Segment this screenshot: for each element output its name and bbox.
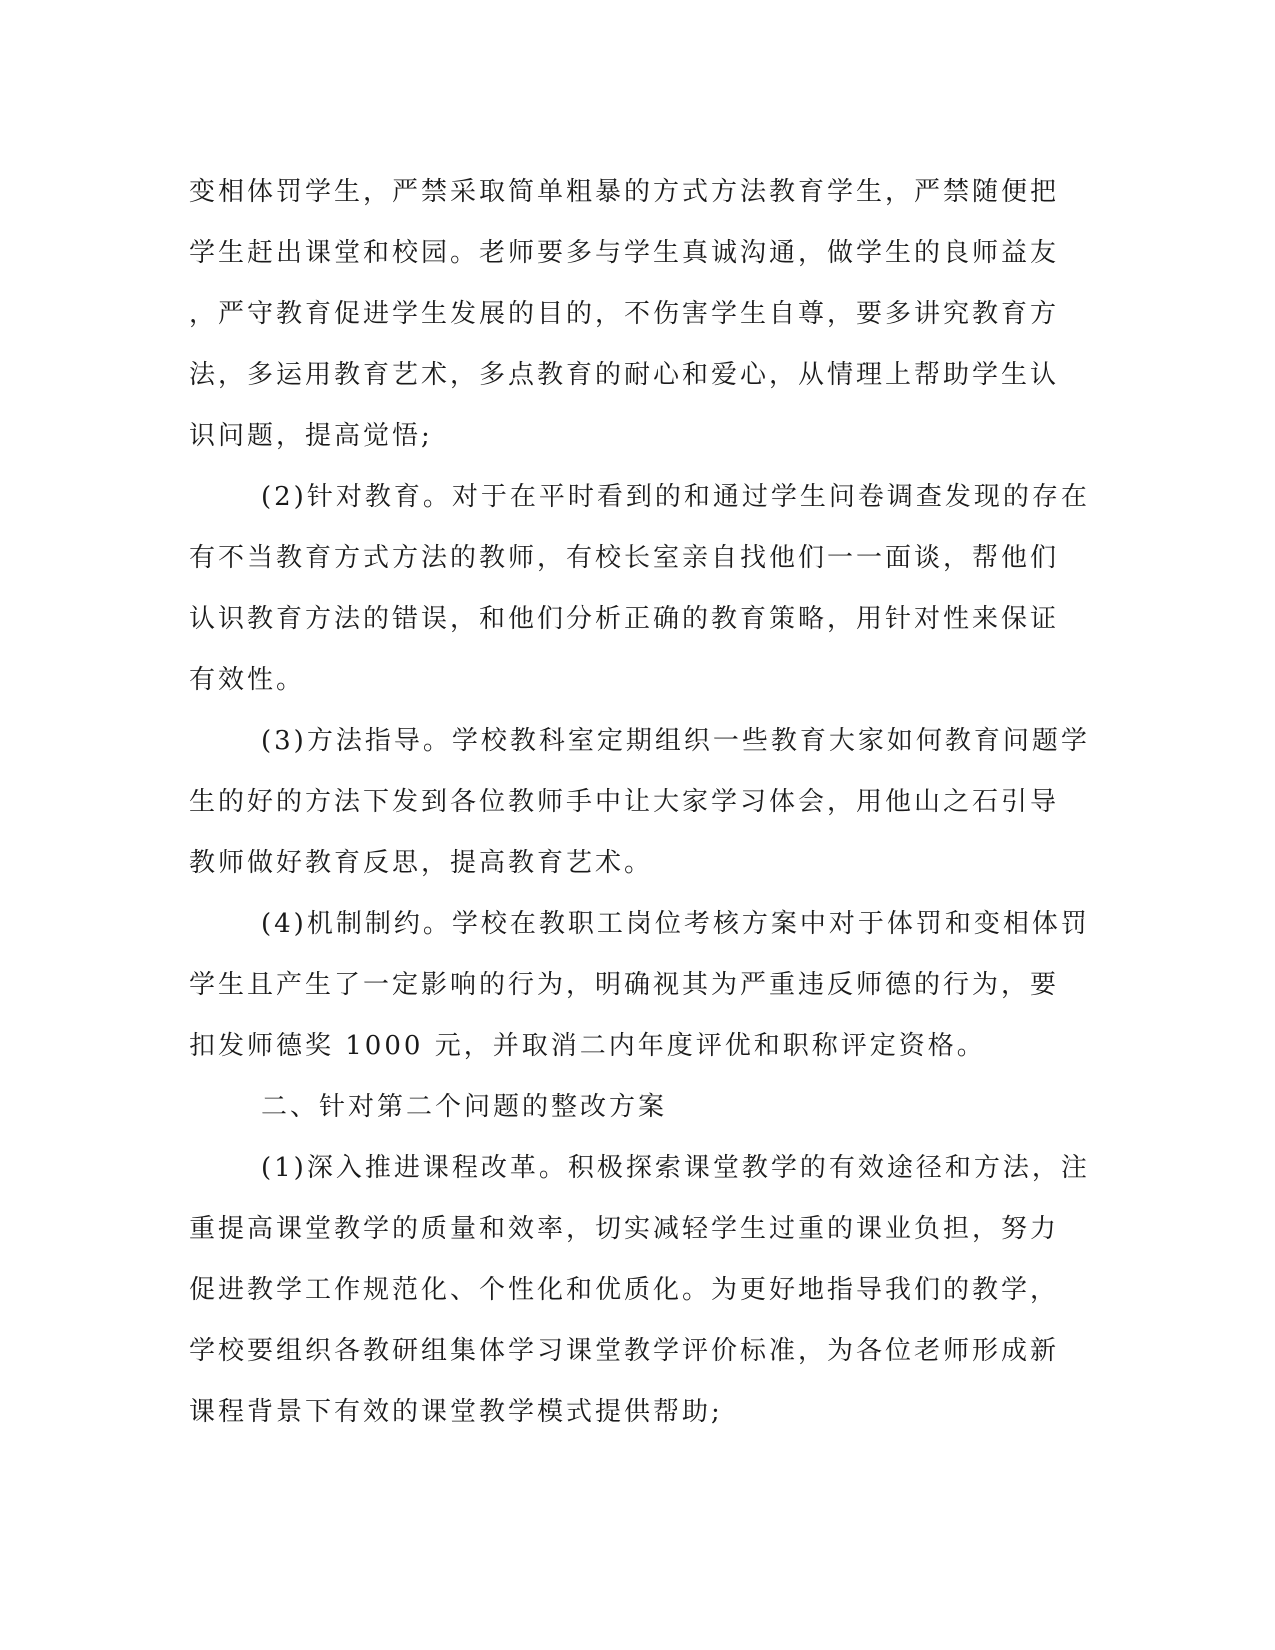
text-line: 学生且产生了一定影响的行为，明确视其为严重违反师德的行为，要 <box>189 970 1060 1000</box>
text-line: 重提高课堂教学的质量和效率，切实减轻学生过重的课业负担，努力 <box>189 1214 1060 1244</box>
text-line: 法，多运用教育艺术，多点教育的耐心和爱心，从情理上帮助学生认 <box>189 360 1060 390</box>
paragraph-start-line: (4)机制制约。学校在教职工岗位考核方案中对于体罚和变相体罚 <box>261 909 1090 939</box>
text-line: 学生赶出课堂和校园。老师要多与学生真诚沟通，做学生的良师益友 <box>189 238 1060 268</box>
text-line: 认识教育方法的错误，和他们分析正确的教育策略，用针对性来保证 <box>189 604 1060 634</box>
text-line: 课程背景下有效的课堂教学模式提供帮助; <box>189 1397 723 1427</box>
paragraph-start-line: (2)针对教育。对于在平时看到的和通过学生问卷调查发现的存在 <box>261 482 1090 512</box>
text-line: 有效性。 <box>189 665 306 695</box>
document-body <box>189 162 1089 1443</box>
text-line: 学校要组织各教研组集体学习课堂教学评价标准，为各位老师形成新 <box>189 1336 1060 1366</box>
text-line: ，严守教育促进学生发展的目的，不伤害学生自尊，要多讲究教育方 <box>189 299 1060 329</box>
text-line: 识问题，提高觉悟; <box>189 421 433 451</box>
text-line: 变相体罚学生，严禁采取简单粗暴的方式方法教育学生，严禁随便把 <box>189 177 1060 207</box>
section-heading: 二、针对第二个问题的整改方案 <box>261 1092 668 1122</box>
paragraph-start-line: (3)方法指导。学校教科室定期组织一些教育大家如何教育问题学 <box>261 726 1090 756</box>
text-line: 教师做好教育反思，提高教育艺术。 <box>189 848 654 878</box>
text-line: 生的好的方法下发到各位教师手中让大家学习体会，用他山之石引导 <box>189 787 1060 817</box>
text-line: 有不当教育方式方法的教师，有校长室亲自找他们一一面谈，帮他们 <box>189 543 1060 573</box>
paragraph-start-line: (1)深入推进课程改革。积极探索课堂教学的有效途径和方法，注 <box>261 1153 1090 1183</box>
text-line: 促进教学工作规范化、个性化和优质化。为更好地指导我们的教学， <box>189 1275 1060 1305</box>
text-line: 扣发师德奖 1000 元，并取消二内年度评优和职称评定资格。 <box>189 1031 986 1061</box>
